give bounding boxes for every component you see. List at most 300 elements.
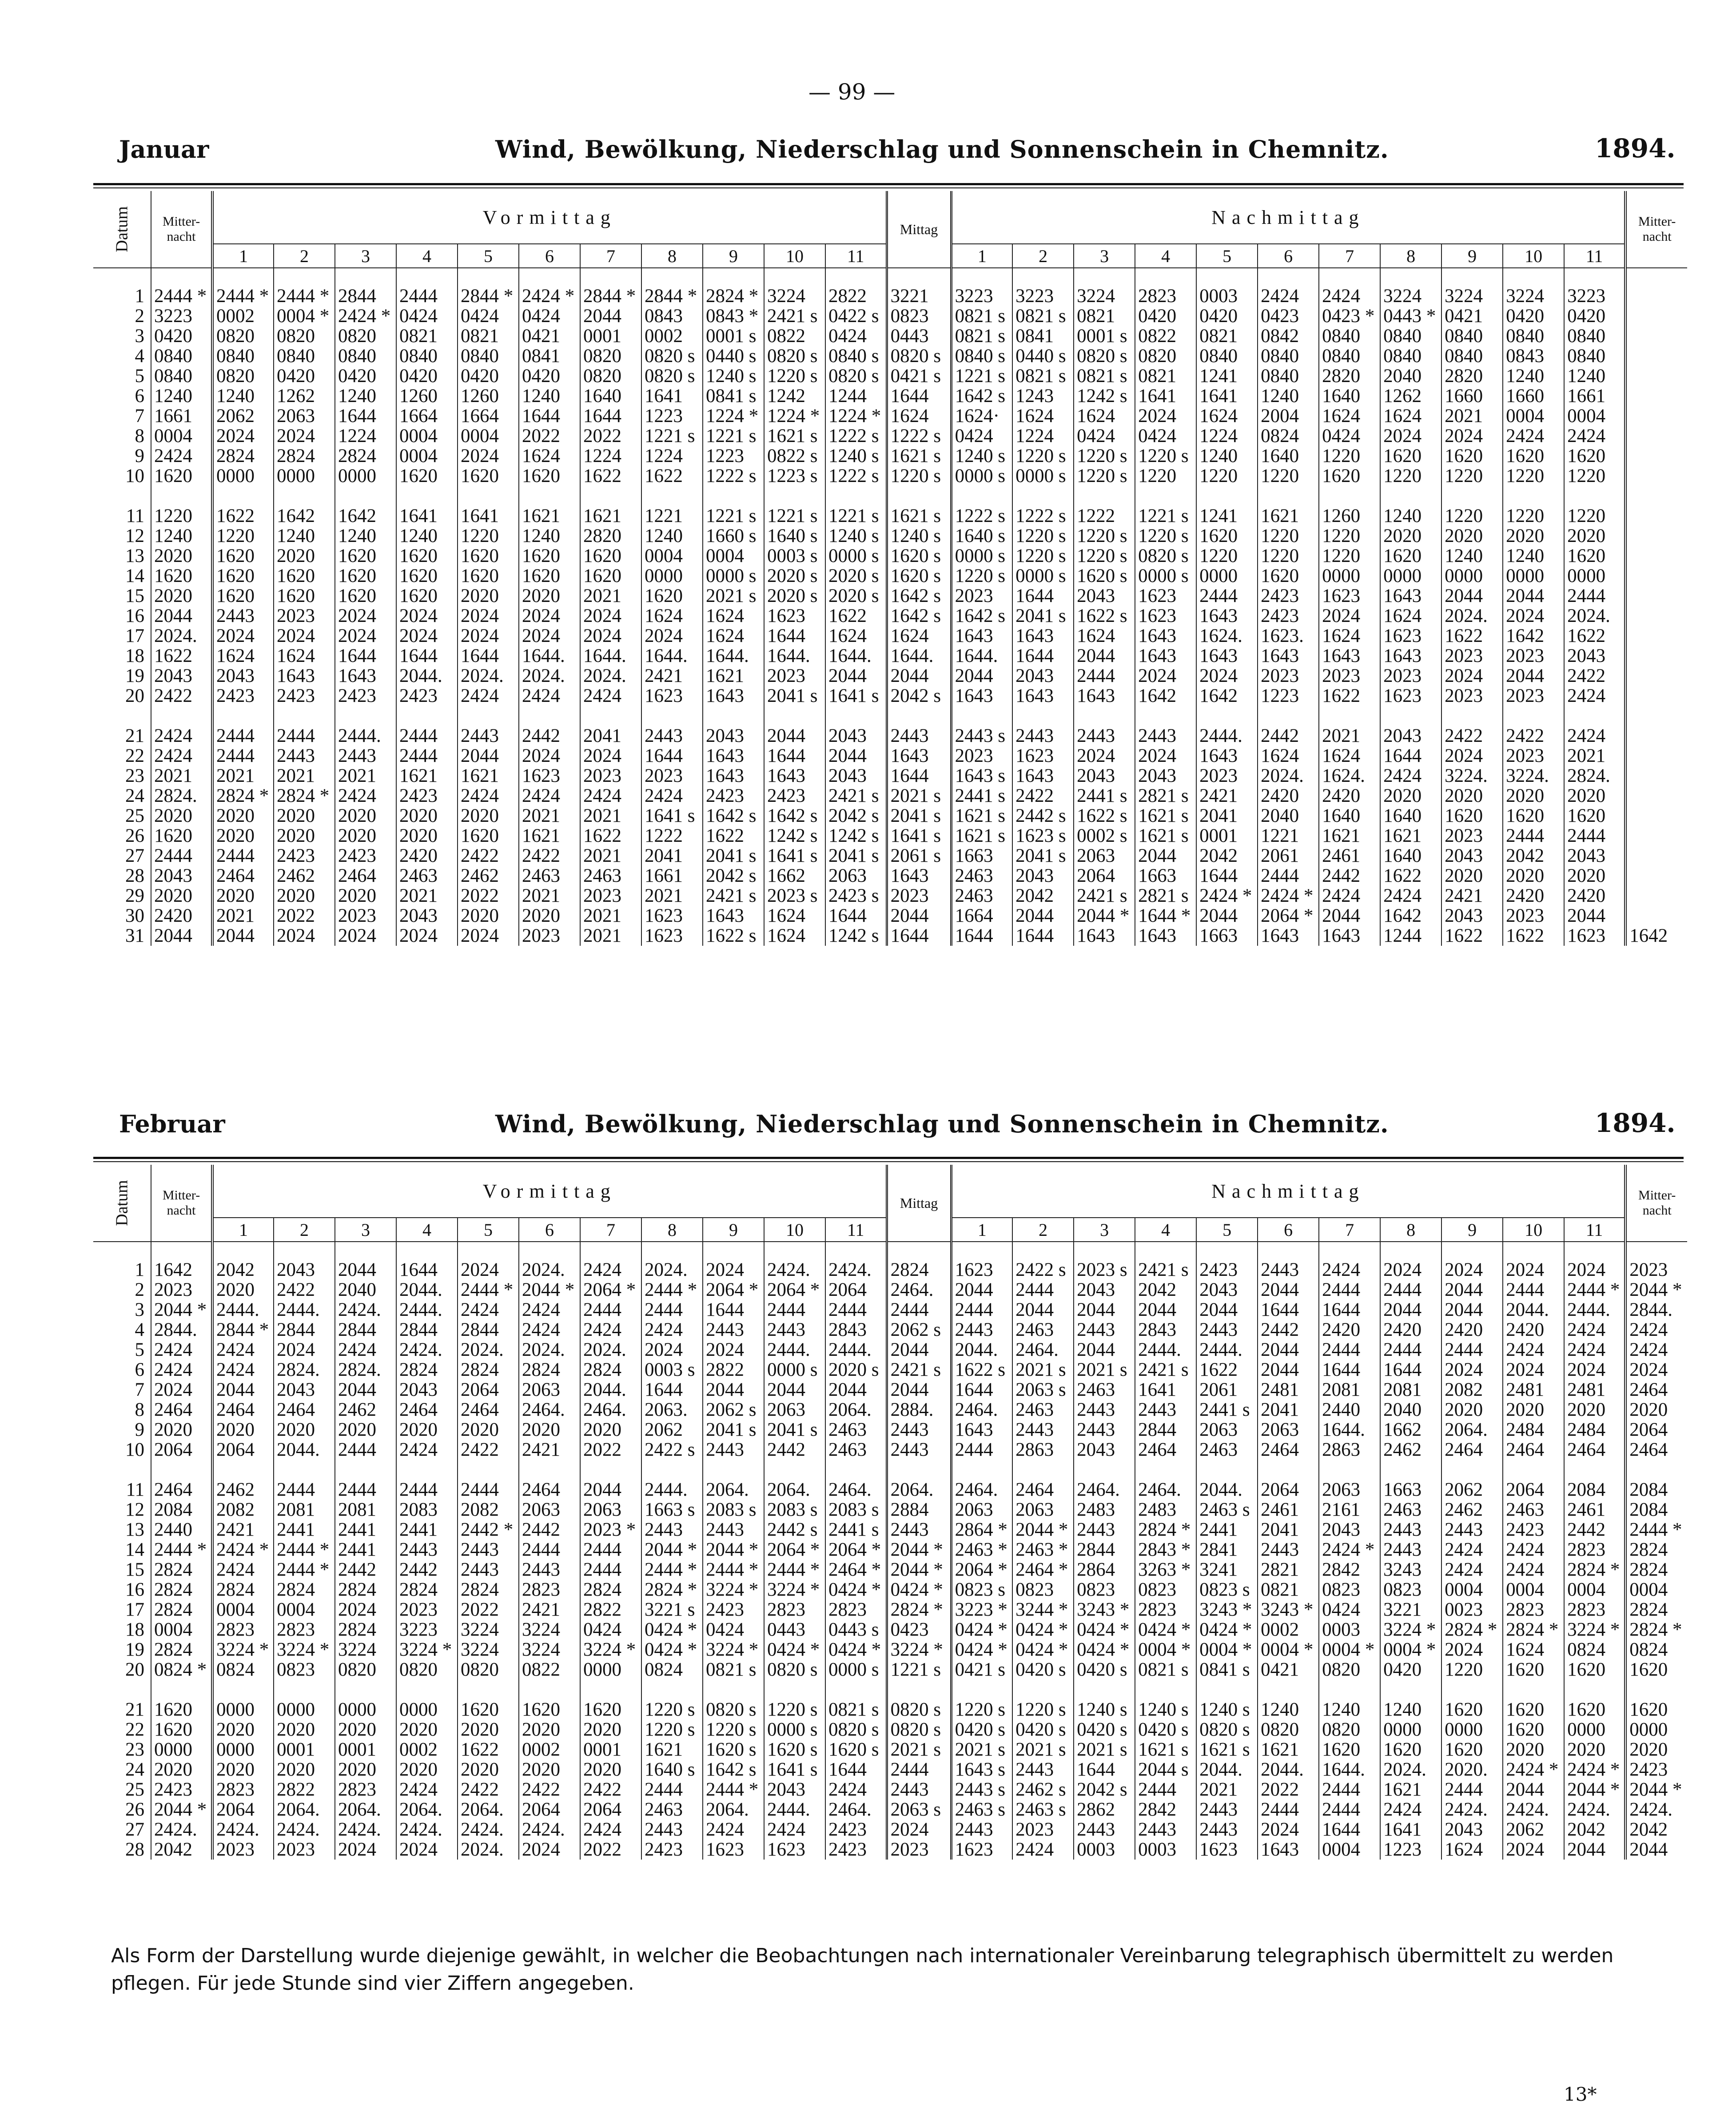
observation-cell: 1620 [1380,446,1441,466]
observation-cell [1625,806,1687,826]
observation-cell: 1220 [1319,446,1380,466]
observation-cell: 2424 [1380,886,1441,906]
observation-cell: 1643 [1135,626,1196,646]
observation-cell: 1644 [1380,746,1441,766]
observation-cell: 2020 [274,1420,335,1440]
observation-cell: 0822 [1135,326,1196,346]
observation-cell: 2424 [1012,1840,1074,1860]
observation-cell: 2444 [274,1480,335,1500]
spacer-cell [93,1680,151,1700]
observation-cell: 2043 [1074,766,1135,786]
table-row [93,786,1687,806]
date-cell: 15 [125,1559,144,1580]
observation-cell: 2443 [641,726,703,746]
observation-cell: 0000 s [825,1660,887,1680]
observation-cell: 2024 [1625,1360,1687,1380]
observation-cell: 1240 [151,386,212,406]
observation-cell: 2462 s [1012,1780,1074,1800]
observation-cell: 0820 s [764,346,825,366]
col-header-nachmittag: Nachmittag [951,191,1625,244]
observation-cell: 1621 [1258,1740,1319,1760]
observation-cell: 2822 [274,1780,335,1800]
observation-cell: 1623 [703,1840,764,1860]
observation-cell: 2822 [580,1600,641,1620]
observation-cell: 2041 s [825,846,887,866]
observation-cell: 0820 s [641,366,703,386]
observation-cell: 1240 [519,526,580,546]
observation-cell: 2161 [1319,1500,1380,1520]
observation-cell: 1623 [1380,626,1441,646]
spacer-cell [274,1680,335,1700]
observation-cell: 1644 [1012,926,1074,946]
table-row [93,726,1687,746]
spacer-cell [1012,268,1074,286]
observation-cell: 0002 s [1074,826,1135,846]
hour-header: 4 [396,1218,458,1242]
observation-cell: 2023 * [580,1520,641,1540]
observation-cell: 2044 [1074,1300,1135,1320]
observation-cell: 0000 [396,1700,458,1720]
observation-cell: 0840 [1258,346,1319,366]
hour-header: 4 [1135,1218,1196,1242]
observation-cell: 2422 [1564,666,1625,686]
observation-cell: 2044 [951,1280,1012,1300]
observation-cell: 2421 s [1135,1260,1196,1280]
date-cell: 6 [135,386,144,406]
observation-cell: 2024 [1441,426,1503,446]
spacer-cell [825,486,887,506]
observation-cell: 2424 [335,1340,396,1360]
observation-cell: 2044 [703,1380,764,1400]
observation-cell: 0420 [396,366,458,386]
spacer-cell [1564,486,1625,506]
observation-cell: 2421 s [1135,1360,1196,1380]
observation-cell: 1644 [396,1260,458,1280]
observation-cell: 1621 [519,826,580,846]
observation-cell: 2020 [1441,866,1503,886]
observation-cell: 0840 [151,346,212,366]
table-row [93,1480,1687,1500]
observation-cell: 1622 s [951,1360,1012,1380]
observation-cell: 1642 s [703,806,764,826]
table-row [93,1580,1687,1600]
observation-cell: 2461 [1564,1500,1625,1520]
observation-cell: 2443 [274,746,335,766]
observation-cell: 2021 [641,886,703,906]
observation-cell: 1622 [641,466,703,486]
observation-cell: 2064 [580,1800,641,1820]
observation-cell: 2464. [1135,1480,1196,1500]
observation-cell: 2020 s [764,586,825,606]
observation-cell: 1644 [825,1760,887,1780]
spacer-cell [1441,1242,1503,1260]
observation-cell: 2443 [1135,726,1196,746]
observation-cell: 2424. [825,1260,887,1280]
observation-cell: 2023 [212,1840,274,1860]
observation-cell: 2020 [396,826,458,846]
table-row [93,1320,1687,1340]
observation-cell [1625,426,1687,446]
observation-cell: 1620 [1503,446,1564,466]
observation-cell: 1624 [1012,406,1074,426]
spacer-cell [1503,1242,1564,1260]
table-row [93,1780,1687,1800]
observation-cell: 2044. [580,1380,641,1400]
observation-cell: 2464 [151,1400,212,1420]
observation-cell: 1623 [1380,686,1441,706]
observation-cell: 2484 [1503,1420,1564,1440]
observation-cell: 2864 * [951,1520,1012,1540]
observation-cell: 1624 [1441,1840,1503,1860]
observation-cell: 2844. [151,1320,212,1340]
date-cell: 4 [135,346,144,366]
observation-cell: 2423 s [825,886,887,906]
observation-cell: 2443 [1258,1540,1319,1560]
observation-cell: 1641 s [764,1760,825,1780]
spacer-cell [764,1242,825,1260]
table-row [93,1520,1687,1540]
observation-cell: 2062 s [887,1320,951,1340]
date-cell: 12 [125,1499,144,1520]
spacer-cell [641,268,703,286]
observation-cell: 2443 [1074,1520,1135,1540]
observation-cell: 2044. [274,1440,335,1460]
observation-cell: 2062 [641,1420,703,1440]
observation-cell: 2423 [1503,1520,1564,1540]
observation-cell: 1644 * [1135,906,1196,926]
observation-cell: 1221 s [764,506,825,526]
observation-cell: 1643 [274,666,335,686]
observation-cell: 1644 [641,746,703,766]
observation-cell: 1662 [1380,1420,1441,1440]
observation-cell: 1221 [1258,826,1319,846]
observation-cell: 2421 [1196,786,1258,806]
observation-cell: 3223 [1564,286,1625,306]
observation-cell: 2023 [274,606,335,626]
observation-cell: 1620 [1441,1740,1503,1760]
observation-cell: 2444 * [703,1560,764,1580]
observation-cell: 1644 [1319,1300,1380,1320]
observation-cell: 2444. [764,1340,825,1360]
observation-cell: 0823 [1135,1580,1196,1600]
observation-cell: 1620 [151,1700,212,1720]
observation-cell: 2020 [212,806,274,826]
observation-cell: 2823 [825,1600,887,1620]
observation-cell: 0840 [1380,346,1441,366]
observation-cell: 2443 [335,746,396,766]
observation-cell: 3224 * [703,1640,764,1660]
observation-cell: 1222 s [951,506,1012,526]
observation-cell: 2824 [580,1580,641,1600]
observation-cell: 2844 [335,286,396,306]
observation-cell: 2022 [519,426,580,446]
observation-cell: 1620 [1564,1660,1625,1680]
observation-cell: 3224 * [1380,1620,1441,1640]
observation-cell: 2421 [212,1520,274,1540]
observation-cell: 2024 [1503,606,1564,626]
observation-cell: 1621 [1258,506,1319,526]
spacer-cell [887,486,951,506]
observation-cell: 2023 s [1074,1260,1135,1280]
observation-cell: 3224 [1380,286,1441,306]
observation-cell: 2044 [335,1260,396,1280]
observation-cell: 2444 [1319,1340,1380,1360]
observation-cell: 1622 [1196,1360,1258,1380]
spacer-cell [887,1460,951,1480]
observation-cell: 2024 [580,626,641,646]
observation-cell: 2062 [212,406,274,426]
observation-cell: 2044 * [1625,1780,1687,1800]
observation-cell: 2044 * [1012,1520,1074,1540]
observation-cell: 2024 [519,626,580,646]
observation-cell: 2021 s [1012,1360,1074,1380]
observation-cell: 2443 [1074,1320,1135,1340]
date-cell: 23 [125,765,144,786]
observation-cell: 1620 [1380,1740,1441,1760]
observation-cell: 0004 [1441,1580,1503,1600]
observation-cell: 1621 [1380,826,1441,846]
observation-cell: 2443 [703,1440,764,1460]
table-row [93,1360,1687,1380]
observation-cell: 2442 [519,1520,580,1540]
table-row [93,686,1687,706]
date-cell: 8 [135,426,144,446]
observation-cell: 2023 [951,746,1012,766]
col-header-datum [93,191,151,268]
spacer-cell [1625,268,1687,286]
observation-cell: 2020 [580,1760,641,1780]
observation-cell: 1621 [458,766,519,786]
spacer-cell [1012,486,1074,506]
observation-cell: 2483 [1074,1500,1135,1520]
observation-cell: 2424. [1625,1800,1687,1820]
observation-cell: 1220 s [887,466,951,486]
observation-cell: 0000 [1564,1720,1625,1740]
observation-cell: 2040 [1380,1400,1441,1420]
observation-cell: 2064 * [825,1540,887,1560]
observation-cell: 1621 [580,506,641,526]
observation-cell: 1220 s [641,1720,703,1740]
observation-cell: 2020 [458,806,519,826]
table-row [93,1420,1687,1440]
observation-cell: 0003 s [764,546,825,566]
observation-cell: 2083 s [703,1500,764,1520]
observation-cell: 0000 [1441,1720,1503,1740]
observation-cell: 2844 [274,1320,335,1340]
observation-cell: 2484 [1564,1420,1625,1440]
observation-cell: 0820 [1319,1720,1380,1740]
observation-cell: 2444 [1135,1780,1196,1800]
observation-cell: 2824 [151,1580,212,1600]
observation-cell: 2424 [1258,286,1319,306]
hour-header: 7 [580,244,641,268]
observation-cell: 2042 [1503,846,1564,866]
observation-cell: 2042 [1135,1280,1196,1300]
observation-cell: 2063 [1258,1420,1319,1440]
observation-cell: 2044 [887,906,951,926]
observation-cell: 2423 [274,686,335,706]
observation-cell: 2024 [1135,746,1196,766]
date-cell: 21 [125,725,144,746]
observation-cell: 2424 [703,1820,764,1840]
observation-cell: 2824 [1625,1540,1687,1560]
observation-cell: 1622 s [703,926,764,946]
hour-header: 6 [519,1218,580,1242]
observation-cell: 0840 [1380,326,1441,346]
observation-cell [1625,306,1687,326]
spacer-cell [458,1242,519,1260]
observation-cell: 2424. [764,1260,825,1280]
observation-cell: 2443 [887,1420,951,1440]
observation-cell: 2024. [458,1840,519,1860]
observation-cell: 2443 [1074,726,1135,746]
observation-cell: 1644. [825,646,887,666]
observation-cell: 2424 [641,786,703,806]
observation-cell: 1224 * [825,406,887,426]
observation-cell: 2424. [335,1300,396,1320]
hour-header: 7 [1319,1218,1380,1242]
observation-cell: 0424 * [887,1580,951,1600]
observation-cell: 2021 s [1012,1740,1074,1760]
observation-cell: 1623 s [1012,826,1074,846]
observation-cell: 3224. [1503,766,1564,786]
observation-cell: 3221 [1380,1600,1441,1620]
observation-cell: 1623 [641,926,703,946]
hour-header: 4 [396,244,458,268]
observation-cell: 2844 * [580,286,641,306]
observation-cell: 2464 [1625,1380,1687,1400]
date-cell: 17 [125,1599,144,1620]
observation-cell: 1644 [1196,866,1258,886]
observation-cell: 2444 [1319,1800,1380,1820]
spacer-cell [274,706,335,726]
observation-cell: 1240 s [1135,1700,1196,1720]
observation-cell: 2044 [151,606,212,626]
observation-cell: 2824. [274,1360,335,1380]
observation-cell: 2424 [1503,1540,1564,1560]
observation-cell: 2444 [1258,1800,1319,1820]
observation-cell: 1220 s [1074,526,1135,546]
observation-cell: 2020 [212,886,274,906]
observation-cell: 1620 [396,466,458,486]
observation-cell: 2464 [519,1480,580,1500]
observation-cell: 2042 [1196,846,1258,866]
observation-cell: 0000 [335,466,396,486]
observation-cell: 2464 [1441,1440,1503,1460]
spacer-cell [1319,1680,1380,1700]
observation-cell: 2020 [580,1720,641,1740]
observation-cell: 2464 * [825,1560,887,1580]
observation-cell: 0000 [1625,1720,1687,1740]
observation-cell: 2423 [703,786,764,806]
spacer-cell [396,486,458,506]
observation-cell: 2444 * [1625,1520,1687,1540]
observation-cell: 0443 * [1380,306,1441,326]
observation-cell: 2464. [519,1400,580,1420]
observation-cell: 1624 [1196,406,1258,426]
observation-cell: 2024. [519,666,580,686]
observation-cell: 2421 [519,1440,580,1460]
observation-cell: 0000 [212,1740,274,1760]
observation-cell: 2043 [1135,766,1196,786]
observation-cell: 2043 [1441,1820,1503,1840]
observation-cell: 1643 s [951,766,1012,786]
spacer-cell [1441,268,1503,286]
observation-cell: 2020 [458,1420,519,1440]
observation-cell: 2044 * [151,1800,212,1820]
observation-cell: 2021 s [703,586,764,606]
observation-cell: 2044 [887,666,951,686]
hour-header: 11 [825,244,887,268]
observation-cell: 1240 s [825,526,887,546]
observation-cell: 2020 [274,1760,335,1780]
observation-cell: 2444. [1196,726,1258,746]
observation-cell: 1620 [274,586,335,606]
observation-cell: 2823 [1503,1600,1564,1620]
observation-cell: 2423 [274,846,335,866]
observation-cell: 1621 s [951,806,1012,826]
observation-cell: 2824 [212,1580,274,1600]
observation-cell: 1623 [1319,586,1380,606]
observation-cell: 2443 [1380,1520,1441,1540]
observation-cell: 1222 s [887,426,951,446]
observation-cell: 1621 [703,666,764,686]
observation-cell: 0841 [519,346,580,366]
observation-cell: 0420 [1380,1660,1441,1680]
observation-cell: 1664 [951,906,1012,926]
observation-cell: 1644. [703,646,764,666]
observation-cell: 1644 [519,406,580,426]
observation-cell: 2844 * [641,286,703,306]
observation-cell: 0840 [1564,326,1625,346]
observation-cell: 2082 [458,1500,519,1520]
observation-cell: 1623. [1258,626,1319,646]
observation-cell: 1644. [641,646,703,666]
observation-cell: 0443 [764,1620,825,1640]
observation-cell: 2424 [212,1560,274,1580]
observation-cell: 2024. [580,666,641,686]
observation-cell: 2044 [1564,1840,1625,1860]
observation-cell: 2463 [1503,1500,1564,1520]
observation-cell: 2020 [1380,786,1441,806]
observation-cell: 1643 [887,866,951,886]
observation-cell: 2424. [212,1820,274,1840]
observation-cell: 0003 [1074,1840,1135,1860]
observation-cell: 0840 [1564,346,1625,366]
observation-cell: 1620 [1564,546,1625,566]
observation-cell: 0843 * [703,306,764,326]
observation-cell: 2442 [764,1440,825,1460]
observation-cell: 1621 s [1196,1740,1258,1760]
observation-cell: 2422 [580,1780,641,1800]
observation-cell: 1623 [1135,606,1196,626]
observation-cell: 1242 s [1074,386,1135,406]
observation-cell: 1663 [1380,1480,1441,1500]
observation-cell: 1644. [951,646,1012,666]
observation-cell: 2043 [1380,726,1441,746]
observation-cell: 1623 [1135,586,1196,606]
table-row [93,646,1687,666]
observation-cell: 2444 * [274,286,335,306]
hour-header: 5 [458,1218,519,1242]
observation-cell: 2041 [641,846,703,866]
observation-cell: 1223 [641,406,703,426]
spacer-cell [764,706,825,726]
observation-cell [1625,766,1687,786]
observation-cell: 2064 [1503,1480,1564,1500]
observation-cell: 1621 s [887,506,951,526]
hour-header: 2 [274,244,335,268]
